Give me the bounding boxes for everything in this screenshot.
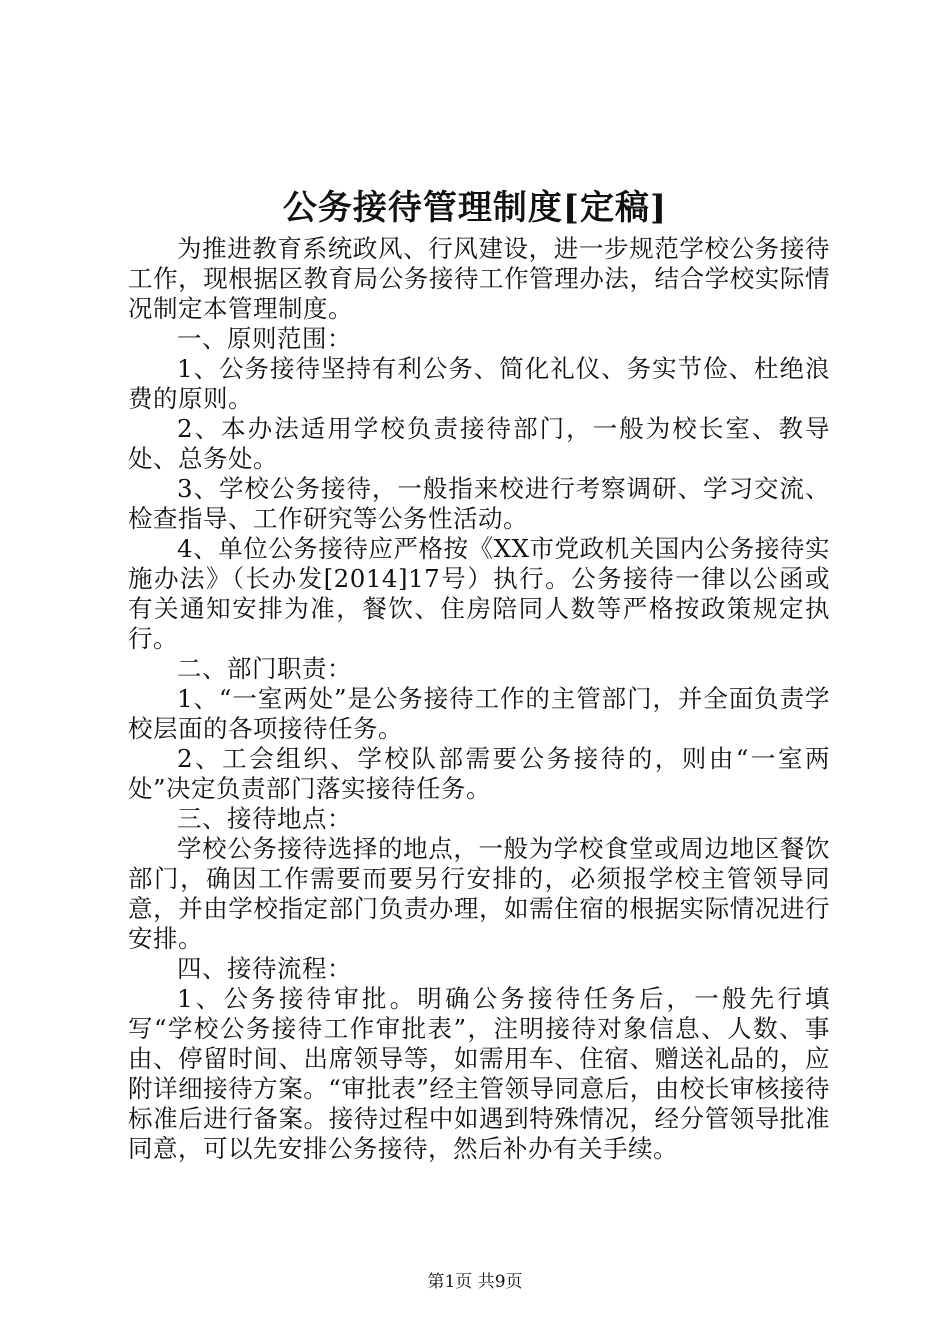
section-heading-2: 二、部门职责： <box>177 654 352 683</box>
section-heading-4: 四、接待流程： <box>177 954 352 983</box>
section-heading-1: 一、原则范围： <box>177 324 352 353</box>
paragraph-1-2: 2、本办法适用学校负责接待部门，一般为校长室、教导处、总务处。 <box>128 414 830 473</box>
paragraph-1-4: 4、单位公务接待应严格按《XX市党政机关国内公务接待实施办法》（长办发[2014]17号）执行。公务接待一律以公函或有关通知安排为准，餐饮、住房陪同人数等严格按政策规定执行。 <box>128 534 830 653</box>
page-footer: 第1页 共9页 <box>427 1272 523 1292</box>
paragraph-1-1: 1、公务接待坚持有利公务、简化礼仪、务实节俭、杜绝浪费的原则。 <box>128 354 830 413</box>
paragraph-4-1: 1、公务接待审批。明确公务接待任务后，一般先行填写“学校公务接待工作审批表”，注明接待对象信息、人数、事由、停留时间、出席领导等，如需用车、住宿、赠送礼品的，应附详细接待方案。“审批表”经主管领导同意后，由校长审核接待标准后进行备案。接待过程中如遇到特殊情况，经分管领导批准同意，可以先安排公务接待，然后补办有关手续。 <box>128 984 830 1163</box>
section-heading-3: 三、接待地点： <box>177 804 352 833</box>
document-title: 公务接待管理制度[定稿] <box>282 188 668 228</box>
paragraph-3-1: 学校公务接待选择的地点，一般为学校食堂或周边地区餐饮部门，确因工作需要而要另行安排的，必须报学校主管领导同意，并由学校指定部门负责办理，如需住宿的根据实际情况进行安排。 <box>128 834 830 953</box>
paragraph-2-2: 2、工会组织、学校队部需要公务接待的，则由“一室两处”决定负责部门落实接待任务。 <box>128 744 830 803</box>
intro-paragraph: 为推进教育系统政风、行风建设，进一步规范学校公务接待工作，现根据区教育局公务接待工作管理办法，结合学校实际情况制定本管理制度。 <box>128 234 830 323</box>
document-body <box>128 234 830 1164</box>
paragraph-1-3: 3、学校公务接待，一般指来校进行考察调研、学习交流、检查指导、工作研究等公务性活动。 <box>128 474 830 533</box>
paragraph-2-1: 1、“一室两处”是公务接待工作的主管部门，并全面负责学校层面的各项接待任务。 <box>128 684 830 743</box>
